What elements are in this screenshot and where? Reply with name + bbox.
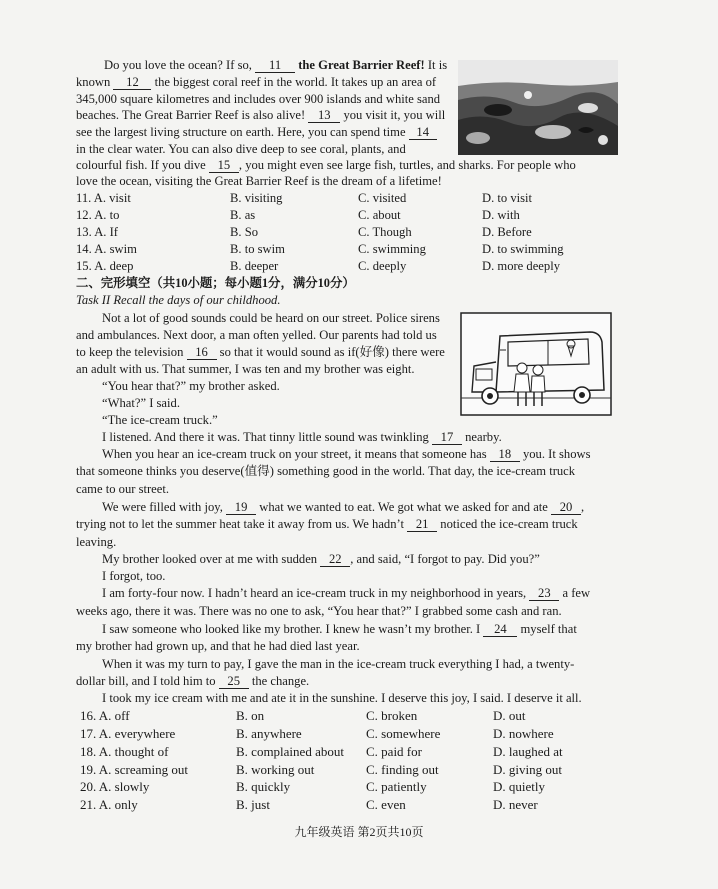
options-row-11: 11. A. visit B. visiting C. visited D. to visit <box>76 191 533 205</box>
passage2-line21: When it was my turn to pay, I gave the man in the ice-cream truck everything I had, a twenty- <box>102 657 575 671</box>
passage2-line1: Not a lot of good sounds could be heard on our street. Police sirens <box>102 311 440 325</box>
options-row-18: 18. A. thought of B. complained about C. paid for D. laughed at <box>80 744 563 759</box>
passage2-line4: an adult with us. That summer, I was ten and my brother was eight. <box>76 362 415 376</box>
blank-19: 19 <box>226 500 256 515</box>
passage1-line7: colourful fish. If you dive 15 , you might even see large fish, turtles, and sharks. For people who <box>76 158 576 172</box>
blank-18: 18 <box>490 447 520 462</box>
blank-20: 20 <box>551 500 581 515</box>
options-row-19: 19. A. screaming out B. working out C. finding out D. giving out <box>80 762 562 777</box>
blank-12: 12 <box>113 75 151 90</box>
passage2-line19: I saw someone who looked like my brother. I knew he wasn’t my brother. I 24 myself that <box>102 622 577 636</box>
ice-cream-truck-picture <box>460 312 612 416</box>
passage2-line5: “You hear that?” my brother asked. <box>102 379 280 393</box>
options-row-21: 21. A. only B. just C. even D. never <box>80 797 538 812</box>
passage2-line14: leaving. <box>76 535 117 549</box>
options-row-15: 15. A. deep B. deeper C. deeply D. more deeply <box>76 259 560 273</box>
options-row-14: 14. A. swim B. to swim C. swimming D. to swimming <box>76 242 564 256</box>
passage1-line4: beaches. The Great Barrier Reef is also alive! 13 you visit it, you will <box>76 108 446 122</box>
passage2-line20: my brother had grown up, and that he had died last year. <box>76 639 360 653</box>
passage2-line22: dollar bill, and I told him to 25 the change. <box>76 674 310 688</box>
passage2-line16: I forgot, too. <box>102 569 166 583</box>
task-title: Task II Recall the days of our childhood. <box>76 293 281 307</box>
options-row-20: 20. A. slowly B. quickly C. patiently D. quietly <box>80 779 545 794</box>
passage2-line23: I took my ice cream with me and ate it in the sunshine. I deserve this joy, I said. I deserve it all. <box>102 691 582 705</box>
passage2-line18: weeks ago, there it was. There was no one to ask, “You hear that?” I grabbed some cash and ran. <box>76 604 562 618</box>
blank-11: 11 <box>255 58 295 73</box>
passage2-line2: and ambulances. Next door, a man often yelled. Our parents had told us <box>76 328 437 342</box>
passage1-line2: known 12 the biggest coral reef in the world. It takes up an area of <box>76 75 437 89</box>
passage1-line6: in the clear water. You can also dive deep to see coral, plants, and <box>76 142 406 156</box>
passage1-line3: 345,000 square kilometres and includes over 900 islands and white sand <box>76 92 441 106</box>
passage2-line11: came to our street. <box>76 482 170 496</box>
blank-13: 13 <box>308 108 340 123</box>
passage2-line9: When you hear an ice-cream truck on your street, it means that someone has 18 you. It shows <box>102 447 591 461</box>
passage2-line3: to keep the television 16 so that it would sound as if(好像) there were <box>76 345 445 359</box>
passage1-line1: Do you love the ocean? If so, 11 the Great Barrier Reef! It is <box>104 58 448 72</box>
blank-14: 14 <box>409 125 437 140</box>
passage2-line12: We were filled with joy, 19 what we wanted to eat. We got what we asked for and ate 20 , <box>102 500 585 514</box>
passage2-line10: that someone thinks you deserve(值得) something good in the world. That day, the ice-cream truck <box>76 464 576 478</box>
passage1-line5: see the largest living structure on earth. Here, you can spend time 14 <box>76 124 437 141</box>
section-title: 二、完形填空（共10小题；每小题1分，满分10分） <box>76 276 355 290</box>
options-row-16: 16. A. off B. on C. broken D. out <box>80 708 526 723</box>
passage2-line7: “The ice-cream truck.” <box>102 413 218 427</box>
blank-16: 16 <box>187 345 217 360</box>
page-footer: 九年级英语 第2页共10页 <box>294 825 424 839</box>
blank-23: 23 <box>529 586 559 601</box>
passage2-line17: I am forty-four now. I hadn’t heard an ice-cream truck in my neighborhood in years, 23 a few <box>102 586 591 600</box>
blank-17: 17 <box>432 430 462 445</box>
blank-24: 24 <box>483 622 517 637</box>
blank-22: 22 <box>320 552 350 567</box>
passage2-line15: My brother looked over at me with sudden 22 , and said, “I forgot to pay. Did you?” <box>102 552 540 566</box>
passage2-line13: trying not to let the summer heat take it away from us. We hadn’t 21 noticed the ice-cream truck <box>76 517 578 531</box>
blank-15: 15 <box>209 158 239 173</box>
passage1-line8: love the ocean, visiting the Great Barrier Reef is the dream of a lifetime! <box>76 174 442 188</box>
reef-photo <box>458 60 618 155</box>
passage2-line6: “What?” I said. <box>102 396 180 410</box>
options-row-17: 17. A. everywhere B. anywhere C. somewhere D. nowhere <box>80 726 554 741</box>
options-row-12: 12. A. to B. as C. about D. with <box>76 208 520 222</box>
options-row-13: 13. A. If B. So C. Though D. Before <box>76 225 532 239</box>
passage2-line8: I listened. And there it was. That tinny little sound was twinkling 17 nearby. <box>102 430 502 444</box>
blank-21: 21 <box>407 517 437 532</box>
blank-25: 25 <box>219 674 249 689</box>
